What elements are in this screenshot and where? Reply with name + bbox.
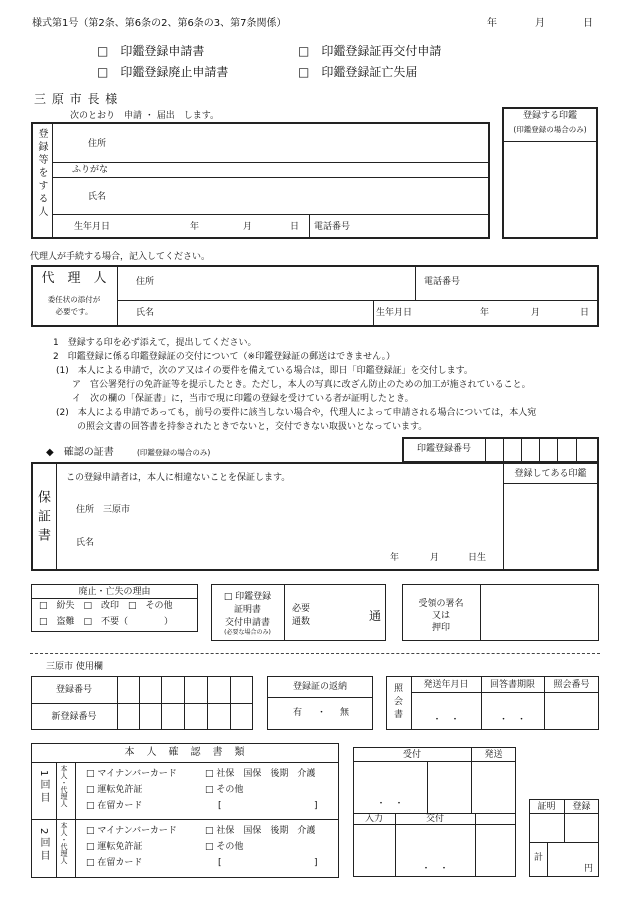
id-second-other[interactable]: □ その他 — [205, 842, 244, 852]
fee-cert-header: 証明 — [537, 802, 556, 812]
note-2: 2 印鑑登録に係る印鑑登録証の交付について（※印鑑登録証の郵送はできません。） — [53, 352, 396, 362]
id-first-other[interactable]: □ その他 — [205, 785, 244, 795]
header-year: 年 — [487, 18, 497, 29]
inquiry-number-header: 照会番号 — [553, 680, 590, 690]
form-number: 様式第1号（第2条、第6条の2、第6条の3、第7条関係） — [32, 18, 287, 29]
note-2-2: (2) 本人による申請であっても，前号の要件に該当しない場合や，代理人によって申請される場合については，本人宛 — [56, 408, 537, 418]
reception-input-header: 入力 — [364, 814, 383, 824]
id-first-mynumber[interactable]: □ マイナンバーカード — [86, 769, 177, 779]
reception-dispatched-header: 発送 — [484, 750, 503, 760]
applicant-phone-label: 電話番号 — [314, 222, 351, 232]
reception-received-header: 受付 — [402, 750, 421, 760]
applicant-name-label: 氏名 — [88, 192, 107, 202]
id-docs-title: 本 人 確 認 書 類 — [124, 747, 246, 758]
office-reg-number-label: 登録番号 — [55, 685, 92, 695]
applicant-birth-year: 年 — [190, 222, 200, 232]
note-2-1-i: イ 次の欄の「保証書」に，当市で現に印鑑の登録を受けている者が証明したとき。 — [72, 394, 414, 404]
reply-limit-header: 回答書期限 — [489, 680, 535, 690]
applicant-birth-day: 日 — [290, 222, 300, 232]
agent-birth-month: 月 — [531, 308, 541, 318]
id-second-other-open: [ — [218, 858, 222, 868]
cert-copies-unit: 通 — [369, 609, 382, 623]
agent-name-label: 氏名 — [136, 308, 155, 318]
intro-text: 次のとおり 申請 ・ 届出 します。 — [70, 111, 220, 121]
header-day: 日 — [583, 18, 593, 29]
reception-delivered-dots: ・ ・ — [421, 864, 449, 874]
id-first-license[interactable]: □ 運転免許証 — [86, 785, 143, 795]
guarantee-side-label: 保証書 — [35, 490, 50, 547]
cert-request-l1[interactable]: □ 印鑑登録 — [223, 592, 272, 602]
fee-total-label: 計 — [534, 853, 544, 863]
agent-birth-year: 年 — [480, 308, 490, 318]
seal-box-sub: (印鑑登録の場合のみ) — [513, 125, 587, 134]
addressee: 三 原 市 長 様 — [34, 92, 119, 106]
reception-table — [353, 747, 516, 877]
id-second-who: 本人・代理人 — [60, 822, 68, 864]
agent-note: 代理人が手続する場合，記入してください。 — [30, 252, 211, 262]
reg-number-label: 印鑑登録番号 — [416, 444, 471, 454]
reception-received-dots: ・ ・ — [376, 799, 404, 809]
type-option-register[interactable]: □ 印鑑登録申請書 — [97, 44, 205, 58]
id-first-who: 本人・代理人 — [60, 765, 68, 807]
cert-request-l2: 証明書 — [233, 605, 261, 615]
cert-copies-label: 通数 — [292, 617, 311, 627]
note-1: 1 登録する印を必ず添えて，提出してください。 — [53, 338, 257, 348]
id-second-license[interactable]: □ 運転免許証 — [86, 842, 143, 852]
registered-seal-label: 登録してある印鑑 — [514, 469, 587, 479]
id-second-insurance[interactable]: □ 社保 国保 後期 介護 — [205, 826, 316, 836]
id-first-insurance[interactable]: □ 社保 国保 後期 介護 — [205, 769, 316, 779]
guarantee-month: 月 — [430, 553, 440, 563]
note-2-2-cont: の照会文書の回答書を持参されたときでないと，交付できない取扱いとなっています。 — [77, 422, 428, 432]
agent-birth-label: 生年月日 — [376, 308, 413, 318]
id-first-residence[interactable]: □ 在留カード — [86, 801, 143, 811]
reason-row-1[interactable]: □ 紛失 □ 改印 □ その他 — [39, 601, 173, 611]
fee-reg-header: 登録 — [572, 802, 591, 812]
note-2-1-a: ア 官公署発行の免許証等を提示したとき。ただし，本人の写真に改ざん防止のための加工が施されていること。 — [72, 380, 531, 390]
card-return-label: 登録証の返納 — [292, 682, 347, 692]
type-option-abolish[interactable]: □ 印鑑登録廃止申請書 — [97, 65, 229, 79]
agent-birth-day: 日 — [580, 308, 590, 318]
card-return-dot: ・ — [317, 708, 327, 718]
office-new-reg-number-label: 新登録番号 — [51, 712, 97, 722]
office-use-divider — [30, 653, 600, 654]
id-first-label: 1回目 — [38, 770, 49, 806]
applicant-address-label: 住所 — [88, 139, 107, 149]
applicant-birth-label: 生年月日 — [74, 222, 111, 232]
agent-sub2: 必要です。 — [55, 307, 93, 316]
agent-title: 代 理 人 — [41, 271, 107, 286]
applicant-side-label: 登録等をする人 — [36, 128, 47, 219]
guarantee-birth: 日生 — [468, 553, 487, 563]
card-return-yes[interactable]: 有 — [293, 708, 303, 718]
seal-box-title: 登録する印鑑 — [522, 111, 577, 121]
guarantee-year: 年 — [390, 553, 400, 563]
id-second-mynumber[interactable]: □ マイナンバーカード — [86, 826, 177, 836]
receiver-l3: 押印 — [431, 623, 450, 633]
reception-delivered-header: 交付 — [425, 814, 444, 824]
applicant-birth-month: 月 — [243, 222, 253, 232]
agent-phone-label: 電話番号 — [424, 277, 461, 287]
id-docs-table — [31, 743, 339, 878]
receiver-l2: 又は — [431, 611, 450, 621]
type-option-reissue[interactable]: □ 印鑑登録証再交付申請 — [298, 44, 442, 58]
reason-row-2[interactable]: □ 盗難 □ 不要（ ） — [39, 617, 174, 627]
guarantee-address: 住所 三原市 — [76, 505, 131, 515]
cert-request-l3: 交付申請書 — [224, 618, 270, 628]
agent-sub1: 委任状の添付が — [47, 295, 101, 304]
reply-limit-dots: ・ ・ — [498, 715, 526, 725]
cert-need-label: 必要 — [292, 604, 311, 614]
guarantee-name: 氏名 — [76, 538, 95, 548]
sent-date-dots: ・ ・ — [432, 715, 460, 725]
sent-date-header: 発送年月日 — [423, 680, 469, 690]
fee-yen-label: 円 — [584, 864, 594, 874]
guarantee-heading: ◆ 確認の証書 — [46, 447, 114, 458]
id-second-label: 2回目 — [38, 828, 49, 864]
id-second-residence[interactable]: □ 在留カード — [86, 858, 143, 868]
type-option-lost[interactable]: □ 印鑑登録証亡失届 — [298, 65, 418, 79]
id-first-other-close: ] — [314, 801, 318, 811]
reason-title: 廃止・亡失の理由 — [78, 587, 151, 597]
applicant-furigana-label: ふりがな — [72, 165, 109, 175]
guarantee-text: この登録申請者は，本人に相違ないことを保証します。 — [66, 473, 291, 483]
agent-address-label: 住所 — [136, 277, 155, 287]
cert-request-l4: (必要な場合のみ) — [224, 629, 271, 636]
header-month: 月 — [535, 18, 545, 29]
office-use-title: 三原市 使用欄 — [46, 662, 103, 672]
inquiry-side-label: 照会書 — [392, 683, 402, 722]
receiver-l1: 受領の署名 — [418, 599, 464, 609]
guarantee-heading-sub: (印鑑登録の場合のみ) — [137, 448, 211, 457]
id-second-other-close: ] — [314, 858, 318, 868]
note-2-1: (1) 本人による申請で，次のア又はイの要件を備えている場合は，即日「印鑑登録証」を交付します。 — [56, 366, 473, 376]
card-return-no[interactable]: 無 — [340, 708, 350, 718]
id-first-other-open: [ — [218, 801, 222, 811]
